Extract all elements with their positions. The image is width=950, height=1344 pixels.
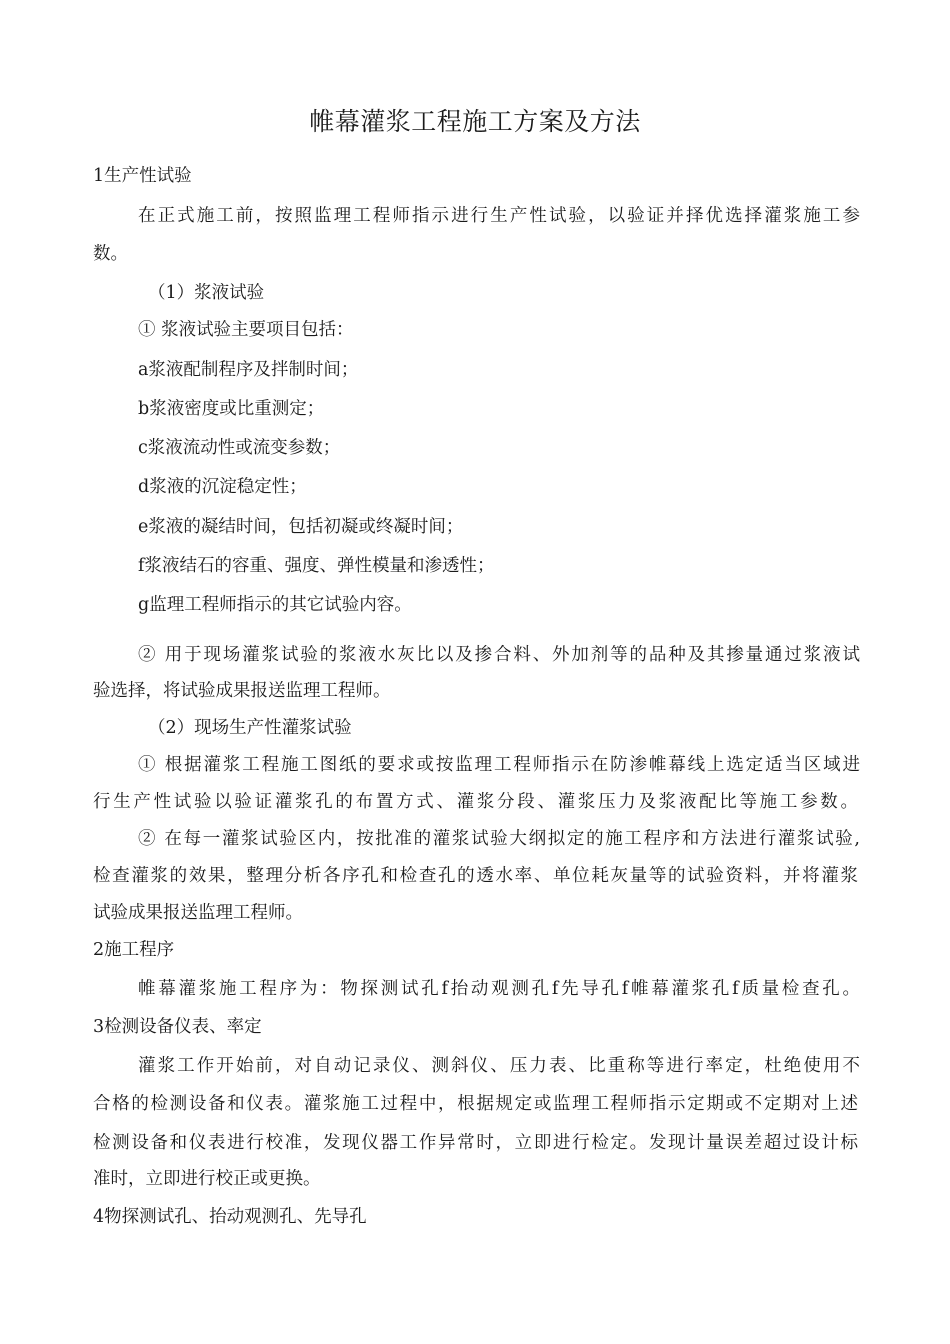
paragraph-line: 检查灌浆的效果，整理分析各序孔和检查孔的透水率、单位耗灰量等的试验资料，并将灌浆: [93, 866, 858, 886]
list-item: f浆液结石的容重、强度、弹性模量和渗透性；: [138, 556, 495, 576]
paragraph-line: 准时，立即进行校正或更换。: [93, 1169, 321, 1189]
section-heading-3: 3检测设备仪表、率定: [93, 1017, 262, 1037]
subsection-heading: （1）浆液试验: [148, 283, 265, 303]
list-item: d浆液的沉淀稳定性；: [138, 477, 307, 497]
section-heading-2: 2施工程序: [93, 940, 175, 960]
paragraph-line: 帷幕灌浆施工程序为：物探测试孔f抬动观测孔f先导孔f帷幕灌浆孔f质量检查孔。: [138, 979, 860, 999]
paragraph-line: 灌浆工作开始前，对自动记录仪、测斜仪、压力表、比重称等进行率定，杜绝使用不: [138, 1056, 860, 1076]
list-intro: ① 浆液试验主要项目包括：: [138, 320, 354, 340]
paragraph-line: 试验成果报送监理工程师。: [93, 903, 303, 923]
subsection-heading: （2）现场生产性灌浆试验: [148, 718, 352, 738]
list-item: a浆液配制程序及拌制时间；: [138, 360, 359, 380]
paragraph-line: 检测设备和仪表进行校准，发现仪器工作异常时，立即进行检定。发现计量误差超过设计标: [93, 1133, 858, 1153]
list-item: b浆液密度或比重测定；: [138, 399, 325, 419]
list-item: g监理工程师指示的其它试验内容。: [138, 595, 412, 615]
paragraph-line: 行生产性试验以验证灌浆孔的布置方式、灌浆分段、灌浆压力及浆液配比等施工参数。: [93, 792, 858, 812]
list-item: e浆液的凝结时间，包括初凝或终凝时间；: [138, 517, 464, 537]
paragraph-line: ② 在每一灌浆试验区内，按批准的灌浆试验大纲拟定的施工程序和方法进行灌浆试验,: [138, 829, 860, 849]
paragraph-line: 合格的检测设备和仪表。灌浆施工过程中，根据规定或监理工程师指示定期或不定期对上述: [93, 1094, 858, 1114]
paragraph-line: ① 根据灌浆工程施工图纸的要求或按监理工程师指示在防渗帷幕线上选定适当区域进: [138, 755, 860, 775]
paragraph-line: 数。: [93, 244, 128, 264]
paragraph-line: 在正式施工前，按照监理工程师指示进行生产性试验，以验证并择优选择灌浆施工参: [138, 206, 860, 226]
section-heading-1: 1生产性试验: [93, 166, 192, 186]
paragraph-line: ② 用于现场灌浆试验的浆液水灰比以及掺合料、外加剂等的品种及其掺量通过浆液试: [138, 645, 860, 665]
paragraph-line: 验选择，将试验成果报送监理工程师。: [93, 681, 391, 701]
document-title: 帷幕灌浆工程施工方案及方法: [309, 107, 641, 136]
list-item: c浆液流动性或流变参数；: [138, 438, 341, 458]
section-heading-4: 4物探测试孔、抬动观测孔、先导孔: [93, 1207, 367, 1227]
